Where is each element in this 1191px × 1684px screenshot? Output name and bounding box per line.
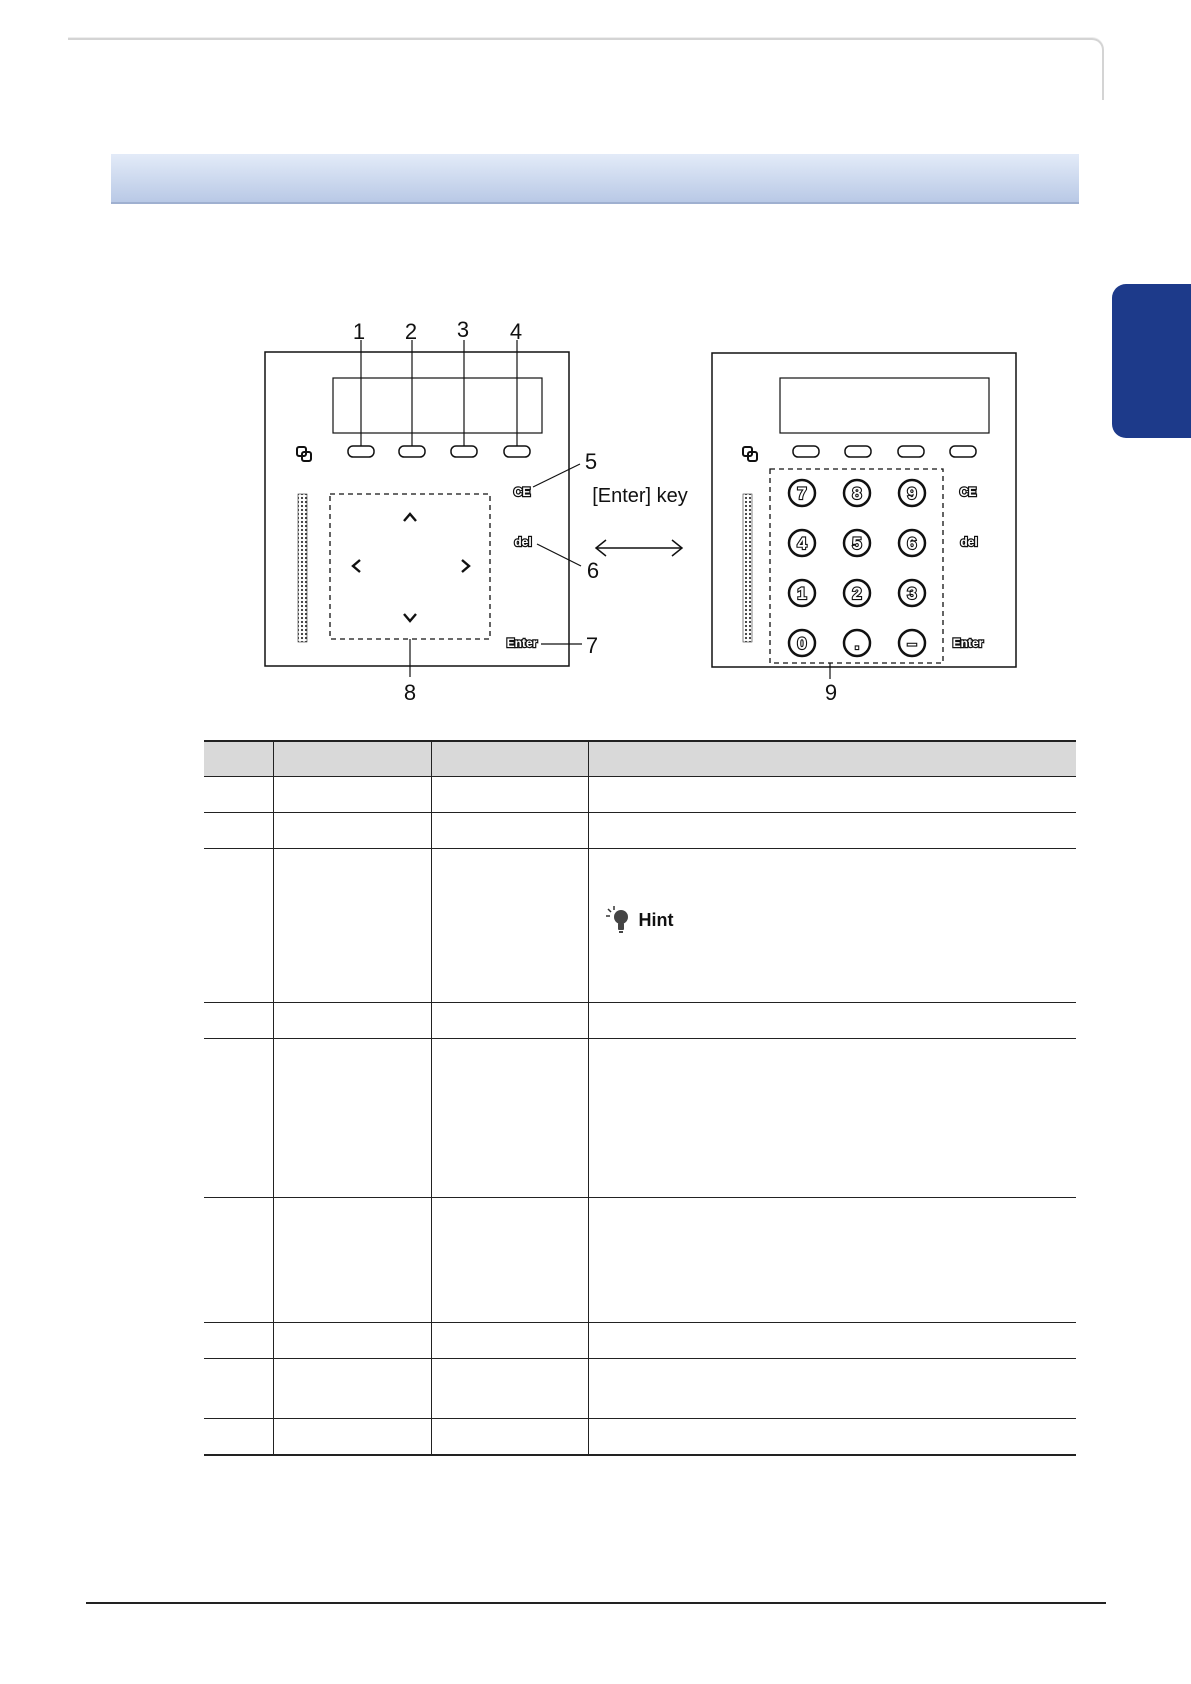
right-function-key-2[interactable]	[845, 446, 871, 457]
function-key-3[interactable]	[451, 446, 477, 457]
svg-text:2: 2	[852, 584, 862, 603]
table-header-cell	[273, 741, 431, 777]
right-panel-outline	[712, 353, 1016, 667]
svg-text:6: 6	[907, 534, 917, 553]
table-header-cell	[588, 741, 1076, 777]
hint-label: Hint	[638, 909, 674, 930]
table-row	[204, 1198, 1076, 1323]
numpad-key-8[interactable]	[844, 480, 870, 506]
svg-text:8: 8	[852, 484, 862, 503]
numpad-key-2[interactable]	[844, 580, 870, 606]
keypad-diagram-svg	[0, 0, 1191, 720]
table-header-cell	[431, 741, 588, 777]
table-header-cell	[204, 741, 273, 777]
callout-1: 1	[352, 319, 366, 344]
callout-8: 8	[403, 680, 417, 705]
link-icon	[297, 447, 311, 461]
function-key-4[interactable]	[504, 446, 530, 457]
keypad-diagram	[0, 0, 1191, 720]
right-function-key-3[interactable]	[898, 446, 924, 457]
numpad-key-decimal[interactable]	[844, 630, 870, 656]
callout-9: 9	[824, 680, 838, 705]
svg-text:4: 4	[797, 534, 807, 553]
svg-text:1: 1	[797, 584, 807, 603]
callout-3: 3	[456, 317, 470, 342]
table-row	[204, 849, 1076, 1003]
left-display-screen	[333, 378, 542, 433]
numpad-key-5[interactable]	[844, 530, 870, 556]
footer-rule	[86, 1602, 1106, 1604]
table-row	[204, 1359, 1076, 1419]
table-row	[204, 1419, 1076, 1455]
callout-5: 5	[584, 449, 598, 474]
svg-text:–: –	[907, 634, 917, 653]
right-display-screen	[780, 378, 989, 433]
left-del-key[interactable]: del	[514, 535, 532, 549]
right-enter-key[interactable]: Enter	[952, 636, 984, 650]
table-row	[204, 1323, 1076, 1359]
left-panel-outline	[265, 352, 569, 666]
numpad-key-0[interactable]	[789, 630, 815, 656]
callout-6: 6	[586, 558, 600, 583]
callout-2: 2	[404, 319, 418, 344]
svg-text:5: 5	[852, 534, 862, 553]
function-key-2[interactable]	[399, 446, 425, 457]
numpad-key-7[interactable]	[789, 480, 815, 506]
key-description-table	[204, 740, 1076, 1456]
right-arrow-icon[interactable]	[462, 560, 469, 572]
speaker-grille	[298, 494, 307, 642]
svg-text:3: 3	[907, 584, 917, 603]
table-row	[204, 777, 1076, 813]
svg-text:9: 9	[907, 484, 917, 503]
svg-text:0: 0	[797, 634, 807, 653]
enter-key-caption: [Enter] key	[592, 485, 688, 507]
down-arrow-icon[interactable]	[404, 614, 416, 621]
lightbulb-icon	[605, 905, 631, 935]
numpad-key-3[interactable]	[899, 580, 925, 606]
table-row	[204, 813, 1076, 849]
hint-box	[605, 905, 1077, 935]
table-header-row	[204, 741, 1076, 777]
function-key-1[interactable]	[348, 446, 374, 457]
svg-text:7: 7	[797, 484, 807, 503]
table-row	[204, 1039, 1076, 1198]
table-row	[204, 1003, 1076, 1039]
up-arrow-icon[interactable]	[404, 514, 416, 521]
left-ce-key[interactable]: CE	[513, 485, 531, 499]
numpad-key-4[interactable]	[789, 530, 815, 556]
numpad-key-minus[interactable]	[899, 630, 925, 656]
right-speaker-grille	[743, 494, 752, 642]
left-arrow-icon[interactable]	[353, 560, 360, 572]
right-link-icon	[743, 447, 757, 461]
left-enter-key[interactable]: Enter	[506, 636, 538, 650]
right-del-key[interactable]: del	[960, 535, 978, 549]
svg-text:.: .	[854, 634, 860, 653]
numpad-key-6[interactable]	[899, 530, 925, 556]
right-ce-key[interactable]: CE	[959, 485, 977, 499]
right-function-key-1[interactable]	[793, 446, 819, 457]
callout-4: 4	[509, 319, 523, 344]
numpad-key-1[interactable]	[789, 580, 815, 606]
numpad-key-9[interactable]	[899, 480, 925, 506]
right-function-key-4[interactable]	[950, 446, 976, 457]
callout-7: 7	[585, 633, 599, 658]
